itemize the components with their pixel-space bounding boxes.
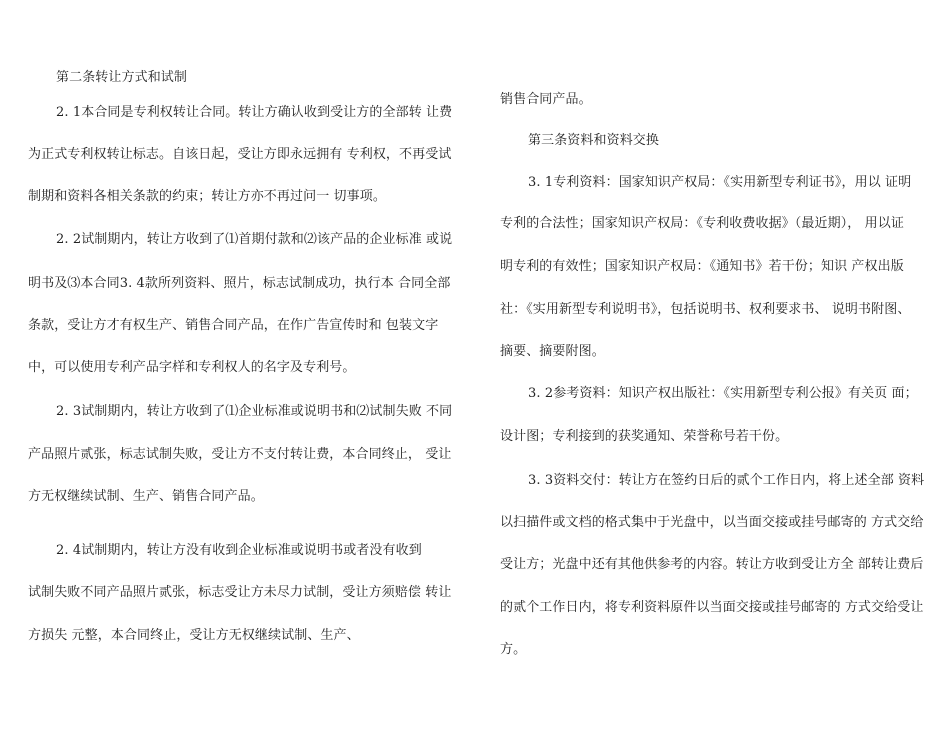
clause-2-2-line-1: 2. 2试制期内，转让方收到了⑴首期付款和⑵该产品的企业标准 或说	[56, 232, 453, 247]
clause-2-1-line-3: 制期和资料各相关条款的约束；转让方亦不再过问一 切事项。	[28, 189, 386, 204]
clause-2-3-line-2: 产品照片贰张，标志试制失败，受让方不支付转让费，本合同终止， 受让	[28, 447, 452, 462]
clause-3-2-line-1: 3. 2参考资料：知识产权出版社：《实用新型专利公报》有关页 面；	[528, 386, 918, 401]
clause-3-1-line-1: 3. 1专利资料：国家知识产权局：《实用新型专利证书》，用以 证明	[528, 175, 912, 190]
clause-2-4-continuation: 销售合同产品。	[500, 92, 592, 107]
clause-2-3-line-3: 方无权继续试制、生产、销售合同产品。	[28, 489, 264, 504]
clause-3-3-line-1: 3. 3资料交付：转让方在签约日后的贰个工作日内，将上述全部 资料	[528, 473, 925, 488]
clause-2-4-line-2: 试制失败不同产品照片贰张，标志受让方未尽力试制，受让方须赔偿 转让	[28, 585, 452, 600]
article-3-heading: 第三条资料和资料交换	[528, 133, 660, 148]
clause-3-3-line-2: 以扫描件或文档的格式集中于光盘中，以当面交接或挂号邮寄的 方式交给	[500, 515, 924, 530]
clause-2-4-line-1: 2. 4试制期内，转让方没有收到企业标准或说明书或者没有收到	[56, 543, 422, 558]
article-2-heading: 第二条转让方式和试制	[56, 70, 188, 85]
clause-3-1-line-5: 摘要、摘要附图。	[500, 344, 605, 359]
clause-3-1-line-4: 社：《实用新型专利说明书》，包括说明书、权利要求书、 说明书附图、	[500, 302, 911, 317]
clause-2-1-line-1: 2. 1本合同是专利权转让合同。转让方确认收到受让方的全部转 让费	[56, 105, 453, 120]
clause-2-2-line-2: 明书及⑶本合同3. 4款所列资料、照片，标志试制成功，执行本 合同全部	[28, 276, 451, 291]
clause-2-3-line-1: 2. 3试制期内，转让方收到了⑴企业标准或说明书和⑵试制失败 不同	[56, 404, 453, 419]
clause-3-1-line-2: 专利的合法性；国家知识产权局：《专利收费收据》（最近期）， 用以证	[500, 216, 904, 231]
clause-3-3-line-5: 方。	[500, 642, 527, 657]
clause-3-3-line-4: 的贰个工作日内，将专利资料原件以当面交接或挂号邮寄的 方式交给受让	[500, 600, 924, 615]
clause-3-1-line-3: 明专利的有效性；国家知识产权局：《通知书》若干份；知识 产权出版	[500, 259, 904, 274]
clause-3-2-line-2: 设计图；专利接到的获奖通知、荣誉称号若干份。	[500, 429, 789, 444]
clause-2-4-line-3: 方损失 元整，本合同终止，受让方无权继续试制、生产、	[28, 628, 360, 643]
clause-2-2-line-3: 条款，受让方才有权生产、销售合同产品，在作广告宣传时和 包装文字	[28, 318, 439, 333]
clause-3-3-line-3: 受让方；光盘中还有其他供参考的内容。转让方收到受让方全 部转让费后	[500, 557, 924, 572]
clause-2-2-line-4: 中，可以使用专利产品字样和专利权人的名字及专利号。	[28, 360, 356, 375]
clause-2-1-line-2: 为正式专利权转让标志。自该日起，受让方即永远拥有 专利权，不再受试	[28, 147, 452, 162]
